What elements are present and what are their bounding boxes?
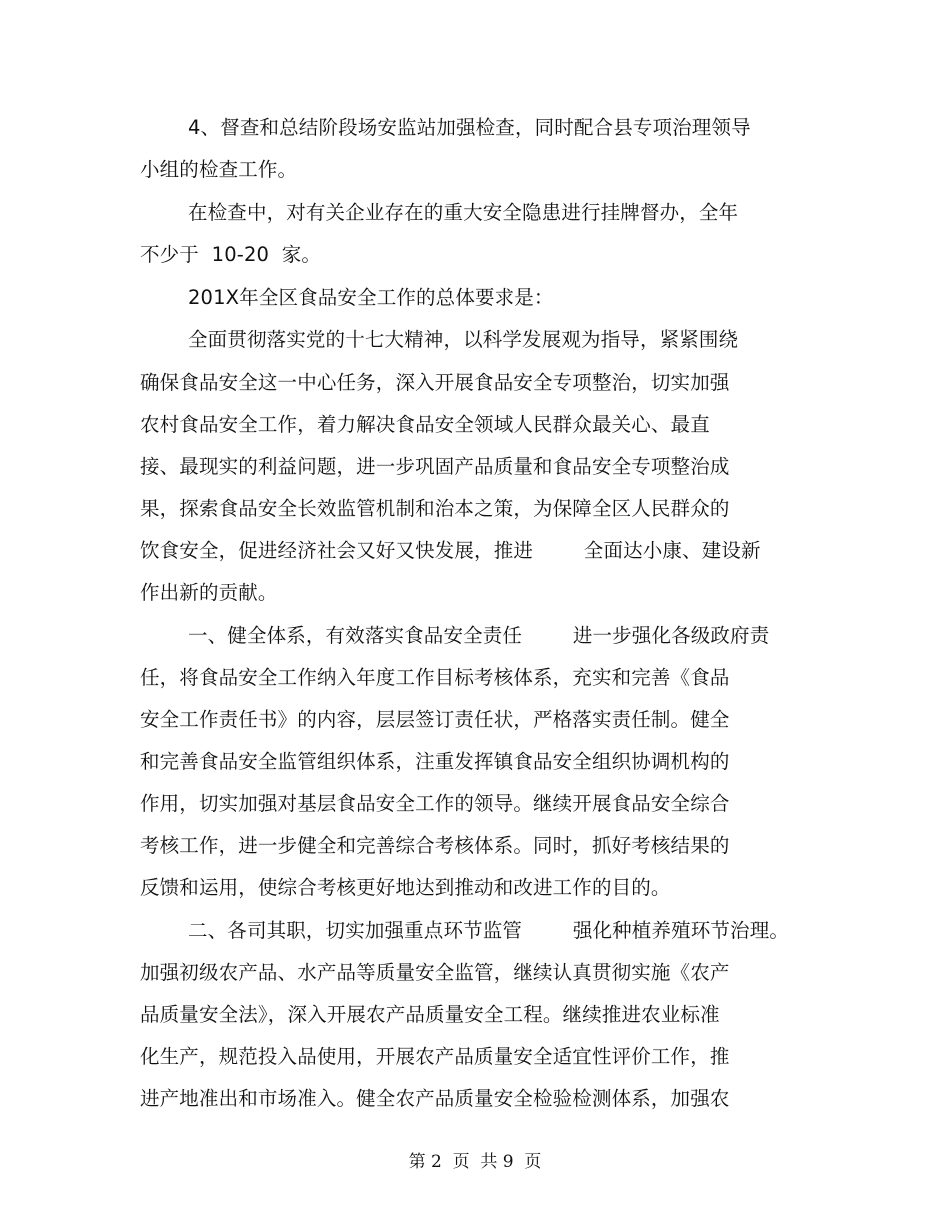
text-line-17: 作用，切实加强对基层食品安全工作的领导。继续开展食品安全综合: [140, 792, 730, 815]
text-line-1: 4、督查和总结阶段场安监站加强检查，同时配合县专项治理领导: [188, 116, 751, 139]
text-line-23: 化生产，规范投入品使用，开展农产品质量安全适宜性评价工作，推: [140, 1045, 730, 1068]
text-line-3: 在检查中，对有关企业存在的重大安全隐患进行挂牌督办，全年: [188, 201, 739, 224]
text-line-6: 全面贯彻落实党的十七大精神，以科学发展观为指导，紧紧围绕: [188, 328, 739, 351]
text-line-7: 确保食品安全这一中心任务，深入开展食品安全专项整治，切实加强: [140, 371, 730, 394]
text-line-8: 农村食品安全工作，着力解决食品安全领域人民群众最关心、最直: [140, 413, 710, 436]
text-line-16: 和完善食品安全监管组织体系，注重发挥镇食品安全组织协调机构的: [140, 750, 730, 773]
text-line-18: 考核工作，进一步健全和完善综合考核体系。同时，抓好考核结果的: [140, 834, 730, 857]
text-line-24: 进产地准出和市场准入。健全农产品质量安全检验检测体系，加强农: [140, 1087, 730, 1110]
text-line-22: 品质量安全法》，深入开展农产品质量安全工程。继续推进农业标准: [140, 1003, 720, 1026]
text-line-2: 小组的检查工作。: [140, 158, 298, 181]
text-line-14: 任，将食品安全工作纳入年度工作目标考核体系，充实和完善《食品: [140, 666, 730, 689]
text-line-20: 二、各司其职，切实加强重点环节监管 强化种植养殖环节治理。: [188, 919, 789, 942]
text-line-13: 一、健全体系，有效落实食品安全责任 进一步强化各级政府责: [188, 624, 770, 647]
text-line-15: 安全工作责任书》的内容，层层签订责任状，严格落实责任制。健全: [140, 708, 730, 731]
text-line-9: 接、最现实的利益问题，进一步巩固产品质量和食品安全专项整治成: [140, 455, 730, 478]
text-line-5: 201X年全区食品安全工作的总体要求是：: [188, 286, 554, 309]
text-line-4: 不少于 10-20 家。: [140, 243, 322, 266]
text-line-12: 作出新的贡献。: [140, 581, 278, 604]
page-number-footer: 第 2 页 共 9 页: [408, 1152, 542, 1172]
text-line-10: 果，探索食品安全长效监管机制和治本之策，为保障全区人民群众的: [140, 497, 730, 520]
text-line-21: 加强初级农产品、水产品等质量安全监管，继续认真贯彻实施《农产: [140, 961, 730, 984]
text-line-11: 饮食安全，促进经济社会又好又快发展，推进 全面达小康、建设新: [140, 539, 761, 562]
text-line-19: 反馈和运用，使综合考核更好地达到推动和改进工作的目的。: [140, 876, 671, 899]
